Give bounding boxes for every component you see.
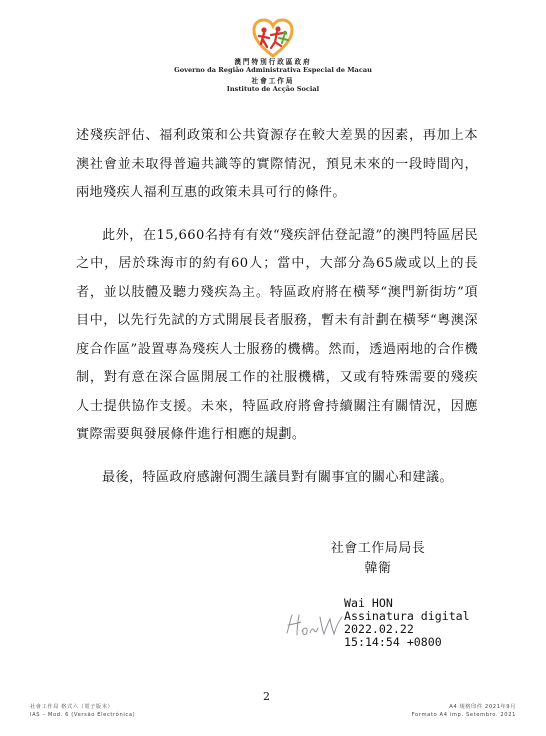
government-name-pt: Governo da Região Administrativa Especial de Macau <box>174 66 372 75</box>
digital-signature-label: Assinatura digital <box>344 609 470 623</box>
social-welfare-heart-logo <box>251 18 295 58</box>
signatory-title: 社會工作局局長 <box>330 541 426 556</box>
department-name-zh: 社會工作局 <box>251 76 295 85</box>
government-name-zh: 澳門特別行政區政府 <box>234 58 312 66</box>
handwritten-signature-image <box>284 611 346 641</box>
signature-block <box>318 539 438 579</box>
footer-print-format <box>412 703 516 719</box>
digital-signature-signer: Wai HON <box>344 596 393 610</box>
paragraph-2: 此外，在15,660名持有有效“殘疾評估登記證”的澳門特區居民之中，居於珠海市的約有60人；當中，大部分為65歲或以上的長者，並以肢體及聽力殘疾為主。特區政府將在橫琴“澳門新街坊”項目中，以先行先試的方式開展長者服務，暫未有計劃在橫琴“粵澳深度合作區”設置專為殘疾人士服務的機構。然而，透過兩地的合作機制，對有意在深合區開展工作的社服機構，又或有特殊需要的殘疾人士提供協作支援。未來，特區政府將會持續關注有關情況，因應實際需要與發展條件進行相應的規劃。 <box>76 227 478 442</box>
digital-signature-time: 15:14:54 +0800 <box>344 635 442 649</box>
digital-signature-stamp <box>344 597 470 649</box>
letterhead <box>0 18 546 94</box>
footer-print-format-zh: A4 規格印件 2021年9月 <box>449 704 516 710</box>
paragraph-3: 最後，特區政府感謝何潤生議員對有關事宜的關心和建議。 <box>102 469 453 485</box>
department-name-pt: Instituto de Acção Social <box>226 85 320 94</box>
footer-form-code-zh: 社會工作局 格式六（電子版本） <box>30 704 114 710</box>
footer-form-code-pt: IAS – Mod. 6 (Versão Electrónica) <box>30 712 136 718</box>
letter-body <box>76 122 478 506</box>
paragraph-1: 述殘疾評估、福利政策和公共資源存在較大差異的因素，再加上本澳社會並未取得普遍共識等的實際情況，預見未來的一段時間內，兩地殘疾人福利互惠的政策未具可行的條件。 <box>76 128 478 200</box>
page-number: 2 <box>263 690 270 703</box>
signatory-name: 韓衛 <box>364 561 392 576</box>
footer-print-format-pt: Formato A4 imp. Setembro. 2021 <box>411 712 516 718</box>
footer-form-code <box>30 703 135 719</box>
digital-signature-date: 2022.02.22 <box>344 622 414 636</box>
